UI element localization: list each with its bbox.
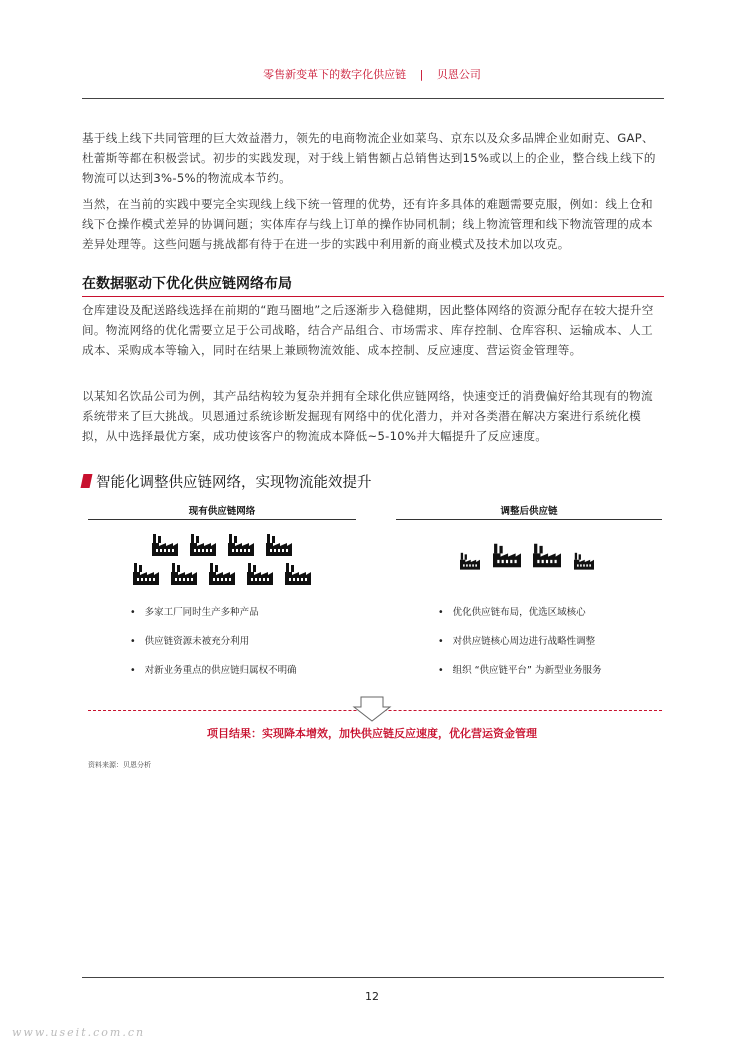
factory-icon (460, 551, 480, 570)
right-bullet-1: • 优化供应链布局，优选区域核心 (438, 604, 586, 618)
factory-icon (266, 532, 292, 556)
right-panel-heading: 调整后供应链 (500, 506, 558, 517)
right-panel-rule (396, 519, 662, 520)
paragraph-2: 当然，在当前的实践中要完全实现线上线下统一管理的优势，还有许多具体的难题需要克服，例如：线上仓和线下仓操作模式差异的协调问题；实体库存与线上订单的操作协同机制；线上物流管理和线下物流管理的成本差异处理等。这些问题与挑战都有待于在进一步的实践中利用新的商业模式及技术加以攻克。 (82, 197, 653, 251)
paragraph-1: 基于线上线下共同管理的巨大效益潜力，领先的电商物流企业如菜鸟、京东以及众多品牌企业如耐克、GAP、杜蕾斯等都在积极尝试。初步的实践发现，对于线上销售额占总销售达到15%或以上的企业，整合线上线下的物流可以达到3%-5%的物流成本节约。 (82, 131, 656, 185)
factory-icon (171, 561, 197, 585)
left-bullet-1: • 多家工厂同时生产多种产品 (130, 604, 259, 618)
factory-icon (190, 532, 216, 556)
factory-icon (152, 532, 178, 556)
left-bullet-3: • 对新业务重点的供应链归属权不明确 (130, 662, 297, 676)
header-rule (82, 98, 664, 99)
right-bullet-2: • 对供应链核心周边进行战略性调整 (438, 633, 595, 647)
right-bullet-3: • 组织 “供应链平台” 为新型业务服务 (438, 662, 602, 676)
page-header (0, 66, 744, 82)
left-panel-rule (88, 519, 356, 520)
factory-icon (209, 561, 235, 585)
factory-icon (493, 541, 521, 568)
paragraph-4: 以某知名饮品公司为例，其产品结构较为复杂并拥有全球化供应链网络，快速变迁的消费偏好给其现有的物流系统带来了巨大挑战。贝恩通过系统诊断发掘现有网络中的优化潜力，并对各类潜在解决方案进行系统化模拟，从中选择最优方案，成功使该客户的物流成本降低~5-10%并大幅提升了反应速度。 (82, 389, 653, 443)
factory-icon (533, 541, 561, 568)
header-company: 贝恩公司 (436, 68, 481, 81)
paragraph-3: 仓库建设及配送路线选择在前期的“跑马圈地”之后逐渐步入稳健期，因此整体网络的资源分配存在较大提升空间。物流网络的优化需要立足于公司战略，结合产品组合、市场需求、库存控制、仓库容积、运输成本、人工成本、采购成本等输入，同时在结果上兼顾物流效能、成本控制、反应速度、营运资金管理等。 (82, 303, 654, 357)
source-note: 资料来源：贝恩分析 (88, 761, 151, 769)
factory-icon (228, 532, 254, 556)
footer-rule (82, 977, 664, 978)
header-title: 零售新变革下的数字化供应链 (263, 68, 407, 81)
down-arrow-icon (352, 696, 392, 722)
left-bullet-2: • 供应链资源未被充分利用 (130, 633, 249, 647)
section-heading: 在数据驱动下优化供应链网络布局 (82, 273, 664, 297)
project-result: 项目结果：实现降本增效，加快供应链反应速度，优化营运资金管理 (207, 727, 537, 740)
factory-icon (574, 551, 594, 570)
factory-icon (285, 561, 311, 585)
header-divider: | (419, 68, 424, 81)
factory-icon (247, 561, 273, 585)
left-panel-heading: 现有供应链网络 (188, 506, 256, 517)
page-number: 12 (365, 990, 379, 1003)
figure-title: 智能化调整供应链网络，实现物流能效提升 (96, 475, 372, 491)
factory-icon (133, 561, 159, 585)
watermark: www.useit.com.cn (12, 1026, 146, 1039)
